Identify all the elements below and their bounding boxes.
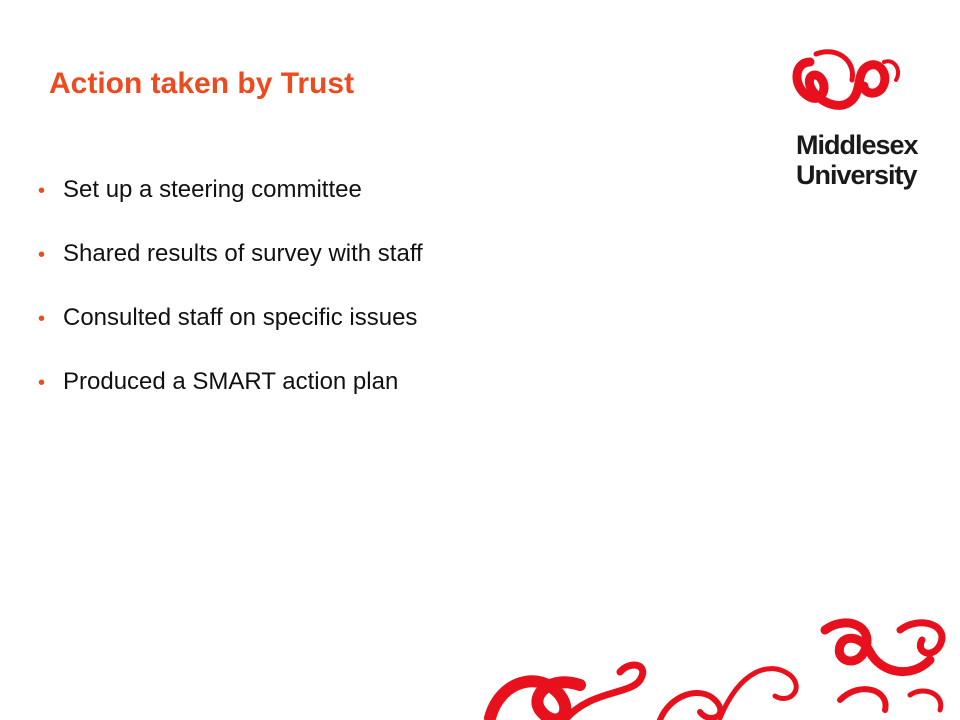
bullet-text: Consulted staff on specific issues [63,304,418,331]
list-item [38,240,423,304]
list-item [38,368,423,432]
logo-line-1: Middlesex [796,130,918,160]
decorative-swirl-icon [470,600,960,720]
bullet-text: Set up a steering committee [63,176,362,203]
bullet-text: Shared results of survey with staff [63,240,423,267]
bullet-icon: • [38,308,46,330]
bullet-icon: • [38,372,46,394]
logo-line-2: University [796,160,917,190]
slide-title: Action taken by Trust [49,67,355,100]
bullet-text: Produced a SMART action plan [63,368,399,395]
university-logo [782,40,932,200]
bullet-icon: • [38,244,46,266]
bullet-list [38,176,423,432]
bullet-icon: • [38,180,46,202]
list-item [38,304,423,368]
list-item [38,176,423,240]
